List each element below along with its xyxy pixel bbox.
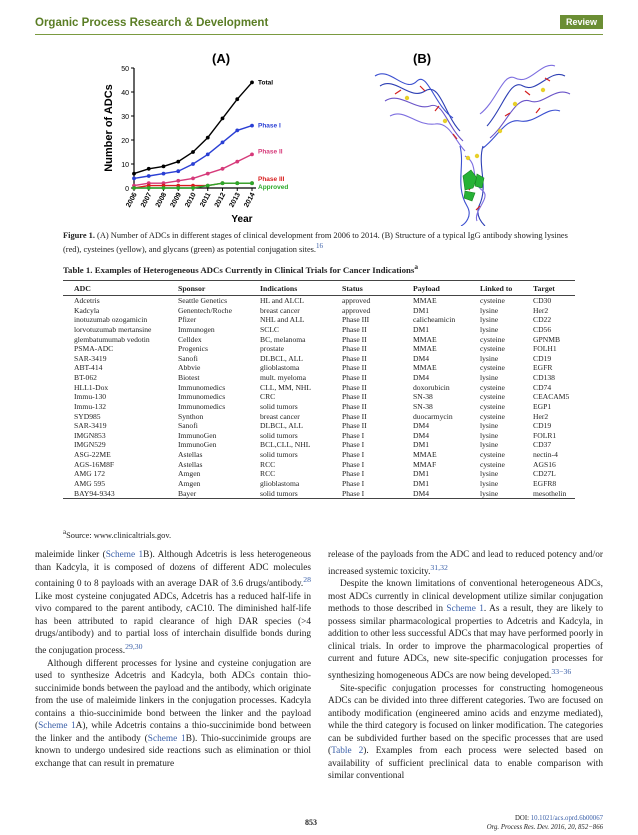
series-line — [134, 154, 252, 185]
left-paragraph-2 — [35, 658, 311, 771]
table-cell: BAY94-9343 — [63, 489, 167, 499]
figure-panel-b — [365, 46, 580, 226]
data-point — [191, 150, 195, 154]
table-link[interactable]: Table 2 — [331, 746, 364, 757]
page-header — [35, 15, 603, 33]
table-cell: SAR-3419 — [74, 353, 107, 363]
figure-caption-text: (A) Number of ADCs in different stages of clinical development from 2006 to 2014. (B) Structure of a typical IgG antibody showing lysines (red), cysteines (yellow), and glycans (green) as potential conjugation sites. — [63, 231, 568, 254]
page-number: 853 — [305, 818, 317, 827]
table-cell: FOLR1 — [533, 430, 557, 440]
table-cell: approved — [342, 296, 371, 305]
table-cell: DLBCL, ALL — [260, 421, 304, 431]
y-tick-label: 20 — [121, 138, 129, 145]
table-row — [63, 421, 575, 431]
x-tick-label: 2006 — [125, 191, 139, 209]
table-cell: cysteine — [480, 459, 505, 469]
table-cell: Amgen — [178, 469, 201, 479]
table-cell: breast cancer — [260, 305, 300, 315]
x-tick-label: 2011 — [199, 191, 213, 209]
table-cell: Progenics — [178, 344, 208, 354]
text-run: Although different processes for lysine and cysteine conjugation are used to synthesize Adcetris and Kadcyla, both ADCs contain thio-succinimide bonds between the payload and the antibody, which originate from the use of maleimide linkers in the conjugation processes. Kadcyla contains a thio-succinimide bond between the linker and the payload ( — [35, 658, 311, 732]
text-run: ). Examples from each process were selected based on availability of sufficient preclinical data to enable comparison with similar conventional — [328, 746, 603, 782]
table-cell: Phase II — [342, 401, 367, 411]
table-cell: BC, melanoma — [260, 334, 306, 344]
y-axis-label: Number of ADCs — [103, 84, 115, 172]
table-row — [63, 460, 575, 470]
table-cell: Pfizer — [178, 315, 197, 325]
table-title-text: Table 1. Examples of Heterogeneous ADCs Currently in Clinical Trials for Cancer Indications — [63, 264, 415, 275]
table-cell: MMAE — [413, 296, 437, 305]
table-cell: Phase III — [342, 315, 370, 325]
table-cell: IMGN853 — [74, 430, 106, 440]
table-cell: MMAE — [413, 334, 437, 344]
table-cell: SCLC — [260, 324, 279, 334]
table-cell: BT-062 — [74, 373, 97, 382]
table-cell: Phase II — [342, 411, 367, 421]
table-cell: mesothelin — [522, 489, 575, 499]
data-point — [206, 153, 210, 157]
table-cell: Celldex — [178, 334, 202, 344]
table-cell: prostate — [260, 344, 285, 354]
data-point — [162, 172, 166, 176]
table-cell: duocarmycin — [413, 411, 453, 421]
table-cell: Phase II — [342, 421, 367, 431]
adc-line-chart — [100, 46, 340, 226]
table-cell: DM1 — [413, 469, 430, 479]
table-cell: SN-38 — [413, 392, 433, 402]
table-cell: Phase I — [342, 440, 365, 450]
table-cell: SN-38 — [413, 401, 433, 411]
table-cell: Phase II — [342, 344, 367, 354]
table-row — [63, 354, 575, 364]
table-cell: PSMA-ADC — [74, 344, 114, 354]
table-cell: DM4 — [413, 373, 430, 382]
table-cell: AGS-16M8F — [74, 459, 115, 469]
data-point — [250, 153, 254, 157]
table-cell: MMAF — [413, 459, 437, 469]
table-cell: CD27L — [533, 469, 556, 479]
table-row — [63, 373, 575, 383]
data-point — [191, 186, 195, 190]
table-cell: CD37 — [533, 440, 552, 450]
table-cell: lysine — [480, 478, 499, 488]
table-cell: Phase I — [342, 469, 365, 479]
table-cell: solid tumors — [249, 489, 331, 499]
table-cell: HLL1-Dox — [74, 382, 109, 392]
table-cell: lysine — [480, 324, 499, 334]
table-cell: Synthon — [178, 411, 204, 421]
table-cell: CD56 — [533, 324, 552, 334]
data-point — [191, 177, 195, 181]
table-cell: Phase I — [342, 478, 365, 488]
table-cell: Seattle Genetics — [178, 296, 228, 305]
table-cell: CEACAM5 — [533, 392, 570, 402]
table-cell: CRC — [260, 392, 276, 402]
table-cell: Immunogen — [178, 324, 215, 334]
table-cell: cysteine — [480, 344, 505, 354]
table-cell: Phase I — [331, 489, 402, 499]
y-tick-label: 10 — [121, 162, 129, 169]
data-point — [221, 117, 225, 121]
table-cell: ABT-414 — [74, 363, 103, 373]
table-cell: Astellas — [178, 459, 203, 469]
table-cell: Amgen — [178, 478, 201, 488]
x-tick-label: 2010 — [184, 191, 198, 209]
table-cell: nectin-4 — [533, 450, 558, 459]
citation-ref[interactable]: 28 — [303, 575, 311, 585]
right-paragraph-1 — [328, 549, 603, 578]
table-title-footnote: a — [414, 262, 418, 271]
journal-title[interactable]: Organic Process Research & Development — [35, 17, 269, 29]
data-point — [235, 129, 239, 133]
text-run: release of the payloads from the ADC and lead to reduced potency and/or increased systemic toxicity. — [328, 550, 603, 577]
data-point — [250, 124, 254, 128]
table-cell: NHL and ALL — [260, 315, 305, 325]
text-run: A), while Adcetris contains a thio-succinimide bond between the linker and the antibody ( — [35, 721, 311, 744]
table-cell: Immu-130 — [74, 392, 107, 402]
citation-ref[interactable]: 33−36 — [551, 667, 572, 677]
citation-ref[interactable]: 31,32 — [430, 562, 448, 572]
figure-caption-ref[interactable]: 16 — [316, 242, 324, 250]
table-cell: cysteine — [480, 392, 505, 402]
data-point — [206, 136, 210, 140]
table-cell: Phase II — [342, 392, 367, 402]
table-cell: AGS16 — [533, 459, 556, 469]
table-cell: DM1 — [413, 305, 430, 315]
table-cell: DM1 — [413, 324, 430, 334]
table-row — [63, 440, 575, 450]
table-cell: CD30 — [533, 296, 552, 305]
y-tick-label: 30 — [121, 114, 129, 121]
table-cell: ImmunoGen — [178, 440, 217, 450]
table-cell: lysine — [480, 305, 499, 315]
table-cell: RCC — [260, 469, 276, 479]
table-cell: ASG-22ME — [74, 450, 111, 459]
data-point — [132, 177, 136, 181]
table-cell: DM1 — [413, 440, 430, 450]
table-cell: Phase II — [342, 373, 367, 382]
table-cell: DM1 — [413, 478, 430, 488]
antibody-chain-ribbons — [375, 65, 570, 226]
table-cell: SYD985 — [74, 411, 101, 421]
table-row — [63, 489, 575, 499]
table-cell: HL and ALCL — [260, 296, 305, 305]
data-point — [176, 186, 180, 190]
table-cell: DLBCL, ALL — [260, 353, 304, 363]
table-cell: CD19 — [533, 353, 552, 363]
data-point — [132, 186, 136, 190]
scheme-link[interactable]: Scheme 1 — [105, 550, 144, 560]
table-row — [63, 306, 575, 316]
data-point — [162, 165, 166, 169]
table-cell: doxorubicin — [413, 382, 450, 392]
table-cell: lysine — [480, 469, 499, 479]
header-divider — [35, 34, 603, 35]
x-axis-label: Year — [231, 214, 253, 225]
scheme-link[interactable]: Scheme 1 — [446, 604, 484, 615]
x-tick-label: 2013 — [228, 191, 243, 209]
data-point — [221, 181, 225, 185]
table-title — [63, 262, 575, 275]
y-tick-label: 40 — [121, 90, 129, 97]
table-cell: MMAE — [413, 363, 437, 373]
citation-ref[interactable]: 29,30 — [125, 641, 143, 651]
table-cell: MMAE — [413, 450, 437, 459]
table-row — [63, 450, 575, 460]
table-cell: cysteine — [480, 450, 505, 459]
table-cell: Astellas — [178, 450, 203, 459]
table-cell: DM4 — [413, 430, 430, 440]
x-tick-label: 2009 — [169, 191, 184, 209]
table-cell: Phase I — [342, 459, 365, 469]
data-point — [250, 181, 254, 185]
lysine-markers — [395, 78, 550, 210]
x-tick-label: 2012 — [213, 191, 228, 209]
table-cell: cysteine — [480, 411, 505, 421]
doi-link[interactable]: 10.1021/acs.oprd.6b00067 — [530, 815, 603, 822]
legend-label: Total — [258, 79, 274, 87]
left-paragraph-1 — [35, 549, 311, 658]
table-cell: SAR-3419 — [74, 421, 107, 431]
table-cell: Sanofi — [178, 421, 198, 431]
table-cell: EGP1 — [533, 401, 552, 411]
table-source-note — [63, 528, 171, 540]
legend-label: Phase II — [258, 148, 283, 156]
table-cell: mult. myeloma — [260, 373, 306, 382]
table-row — [63, 392, 575, 402]
figure-label: Figure 1. — [63, 231, 95, 240]
table-cell: GPNMB — [533, 334, 561, 344]
table-cell: Immunomedics — [178, 382, 226, 392]
table-cell: ImmunoGen — [178, 430, 217, 440]
x-tick-label: 2008 — [154, 191, 169, 209]
table-cell: Immunomedics — [178, 401, 226, 411]
table-row — [63, 344, 575, 354]
table-row — [63, 469, 575, 479]
table-cell: Genentech/Roche — [178, 305, 232, 315]
table-cell: CD19 — [533, 421, 552, 431]
table-cell: glembatumumab vedotin — [74, 334, 150, 344]
table-cell: glioblastoma — [260, 478, 300, 488]
table-cell: lysine — [480, 353, 499, 363]
doi-prefix: DOI: — [515, 815, 531, 822]
table-cell: cysteine — [480, 382, 505, 392]
table-cell: lorvotuzumab mertansine — [74, 324, 152, 334]
data-point — [221, 141, 225, 145]
text-run: Despite the known limitations of conventional heterogeneous ADCs, most ADCs currently in clinical development utilize similar conjugation methods to those described in — [328, 579, 603, 615]
table-cell: solid tumors — [260, 401, 298, 411]
table-cell: AMG 595 — [74, 478, 106, 488]
table-cell: Her2 — [533, 305, 549, 315]
right-paragraph-2 — [328, 578, 603, 682]
table-cell: Phase II — [342, 334, 367, 344]
text-run: B). Thio-succinimide groups are known to undergo undesired side reactions such as elimination or thiol exchange that can result in premature — [35, 733, 312, 769]
column-header: Indications — [249, 281, 331, 296]
panel-b-label: (B) — [413, 51, 432, 66]
table-cell: approved — [342, 305, 371, 315]
table-cell: cysteine — [480, 334, 505, 344]
right-paragraph-3 — [328, 683, 603, 783]
table-cell: cysteine — [480, 296, 505, 305]
legend-label: Approved — [258, 184, 289, 192]
table-cell: Phase I — [342, 430, 365, 440]
data-point — [147, 167, 151, 171]
data-point — [235, 181, 239, 185]
data-point — [176, 160, 180, 164]
series-line — [134, 82, 252, 173]
table-cell: Phase II — [342, 353, 367, 363]
table-cell: Bayer — [167, 489, 249, 499]
data-point — [206, 184, 210, 188]
table-cell: Abbvie — [178, 363, 201, 373]
legend-label: Phase III — [258, 176, 285, 184]
column-header: Sponsor — [167, 281, 249, 296]
data-point — [176, 169, 180, 173]
table-row — [63, 363, 575, 373]
table-cell: DM4 — [413, 353, 430, 363]
text-run: . As a result, they are likely to possess similar pharmacological properties to Adcetris and Kadcyla, in addition to other less successful ADCs that may have performed poorly in clinical trials. In order to improve the pharmacological properties of current and future ADCs, new site-specific conjugation processes for synthesizing homogeneous ADCs are now being developed. — [328, 604, 603, 682]
table-row — [63, 296, 575, 306]
table-cell: breast cancer — [260, 411, 300, 421]
table-cell: lysine — [480, 430, 499, 440]
data-point — [206, 172, 210, 176]
table-cell: IMGN529 — [74, 440, 106, 450]
table-cell: DM4 — [402, 489, 469, 499]
table-row — [63, 325, 575, 335]
table-cell: lysine — [480, 315, 499, 325]
journal-citation: Org. Process Res. Dev. 2016, 20, 852−866 — [486, 823, 603, 831]
table-cell: Phase I — [342, 450, 365, 459]
panel-a-label: (A) — [212, 51, 231, 66]
data-point — [250, 81, 254, 85]
data-point — [235, 97, 239, 101]
table-header-row — [63, 281, 575, 296]
x-tick-label: 2014 — [243, 191, 257, 209]
text-run: Like most cysteine conjugated ADCs, Adcetris has a reduced half-life in vivo compared to the parent antibody, cAC10. The diminished half-life has been attributed to rapid clearance of high DAR species (>4 drugs/antibody) and to partial loss of interchain disulfide bonds during the conjugation process. — [35, 591, 311, 657]
table-cell: Sanofi — [178, 353, 198, 363]
column-header: Payload — [402, 281, 469, 296]
table-cell: lysine — [480, 373, 499, 382]
data-point — [221, 167, 225, 171]
table-cell: EGFR — [533, 363, 553, 373]
table-cell: solid tumors — [260, 450, 298, 459]
doi-block — [430, 815, 603, 832]
table-cell: glioblastoma — [260, 363, 300, 373]
table-row — [63, 431, 575, 441]
table-cell: CD74 — [533, 382, 552, 392]
table-cell: Kadcyla — [74, 305, 100, 315]
table-cell: RCC — [260, 459, 276, 469]
legend-label: Phase I — [258, 122, 281, 130]
table-cell: Adcetris — [74, 296, 100, 305]
antibody-structure-illustration — [365, 46, 580, 226]
text-run: B). Although Adcetris is less heterogeneous than Kadcyla, it is composed of dozens of different ADC molecules containing 0 to 8 payloads with an average DAR of 3.6 drugs/antibody. — [35, 550, 311, 590]
column-header: Target — [522, 281, 575, 296]
table-cell: DM4 — [413, 421, 430, 431]
y-tick-label: 0 — [125, 186, 129, 193]
table-cell: FOLH1 — [533, 344, 557, 354]
data-point — [176, 179, 180, 183]
table-cell: Her2 — [533, 411, 549, 421]
scheme-link[interactable]: Scheme 1 — [147, 733, 186, 744]
body-left-column — [35, 549, 311, 770]
table-row — [63, 412, 575, 422]
table-cell: solid tumors — [260, 430, 298, 440]
table-cell: Phase II — [342, 382, 367, 392]
table-cell: CD138 — [533, 373, 555, 382]
table-cell: BCL,CLL, NHL — [260, 440, 311, 450]
table-cell: AMG 172 — [74, 469, 106, 479]
text-run: Site-specific conjugation processes for constructing homogeneous ADCs can be divided into three different categories. Two are focused on antibody modification (engineered amino acids and enzyme mediated), while the third category is focused on linker modification. The categories can be subdivided further based on the specific processes that are used ( — [328, 683, 603, 757]
table-cell: Phase II — [342, 324, 367, 334]
table-cell: lysine — [480, 440, 499, 450]
figure-caption — [63, 230, 575, 255]
column-header: Linked to — [469, 281, 522, 296]
table-row — [63, 479, 575, 489]
table-row — [63, 335, 575, 345]
body-right-column — [328, 549, 603, 783]
data-point — [132, 172, 136, 176]
source-footnote-mark: a — [63, 528, 67, 536]
table-cell: cysteine — [480, 363, 505, 373]
data-point — [191, 162, 195, 166]
text-run: maleimide linker ( — [35, 550, 106, 560]
table-row — [63, 402, 575, 412]
x-tick-label: 2007 — [140, 191, 154, 209]
article-type-badge: Review — [560, 15, 603, 29]
table-cell: inotuzumab ozogamicin — [74, 315, 148, 325]
data-point — [162, 186, 166, 190]
source-text: Source: www.clinicaltrials.gov. — [66, 530, 172, 540]
column-header: Status — [331, 281, 402, 296]
table-row — [63, 315, 575, 325]
table-cell: cysteine — [480, 401, 505, 411]
table-row — [63, 383, 575, 393]
table-cell: Immunomedics — [178, 392, 226, 402]
data-point — [235, 160, 239, 164]
table-cell: Phase II — [342, 363, 367, 373]
column-header: ADC — [63, 281, 167, 296]
scheme-link[interactable]: Scheme 1 — [38, 721, 76, 732]
glycan-markers — [463, 170, 484, 201]
table-cell: calicheamicin — [413, 315, 456, 325]
table-cell: CLL, MM, NHL — [260, 382, 312, 392]
table-cell: Biotest — [178, 373, 200, 382]
table-cell: CD22 — [533, 315, 552, 325]
table-cell: EGFR8 — [533, 478, 557, 488]
y-tick-label: 50 — [121, 66, 129, 73]
table-cell: MMAE — [413, 344, 437, 354]
table-cell: lysine — [480, 421, 499, 431]
data-point — [147, 186, 151, 190]
table-cell: Immu-132 — [74, 401, 107, 411]
table-cell: lysine — [469, 489, 522, 499]
adc-table — [63, 280, 575, 499]
data-point — [147, 174, 151, 178]
figure-panel-a — [100, 46, 340, 226]
